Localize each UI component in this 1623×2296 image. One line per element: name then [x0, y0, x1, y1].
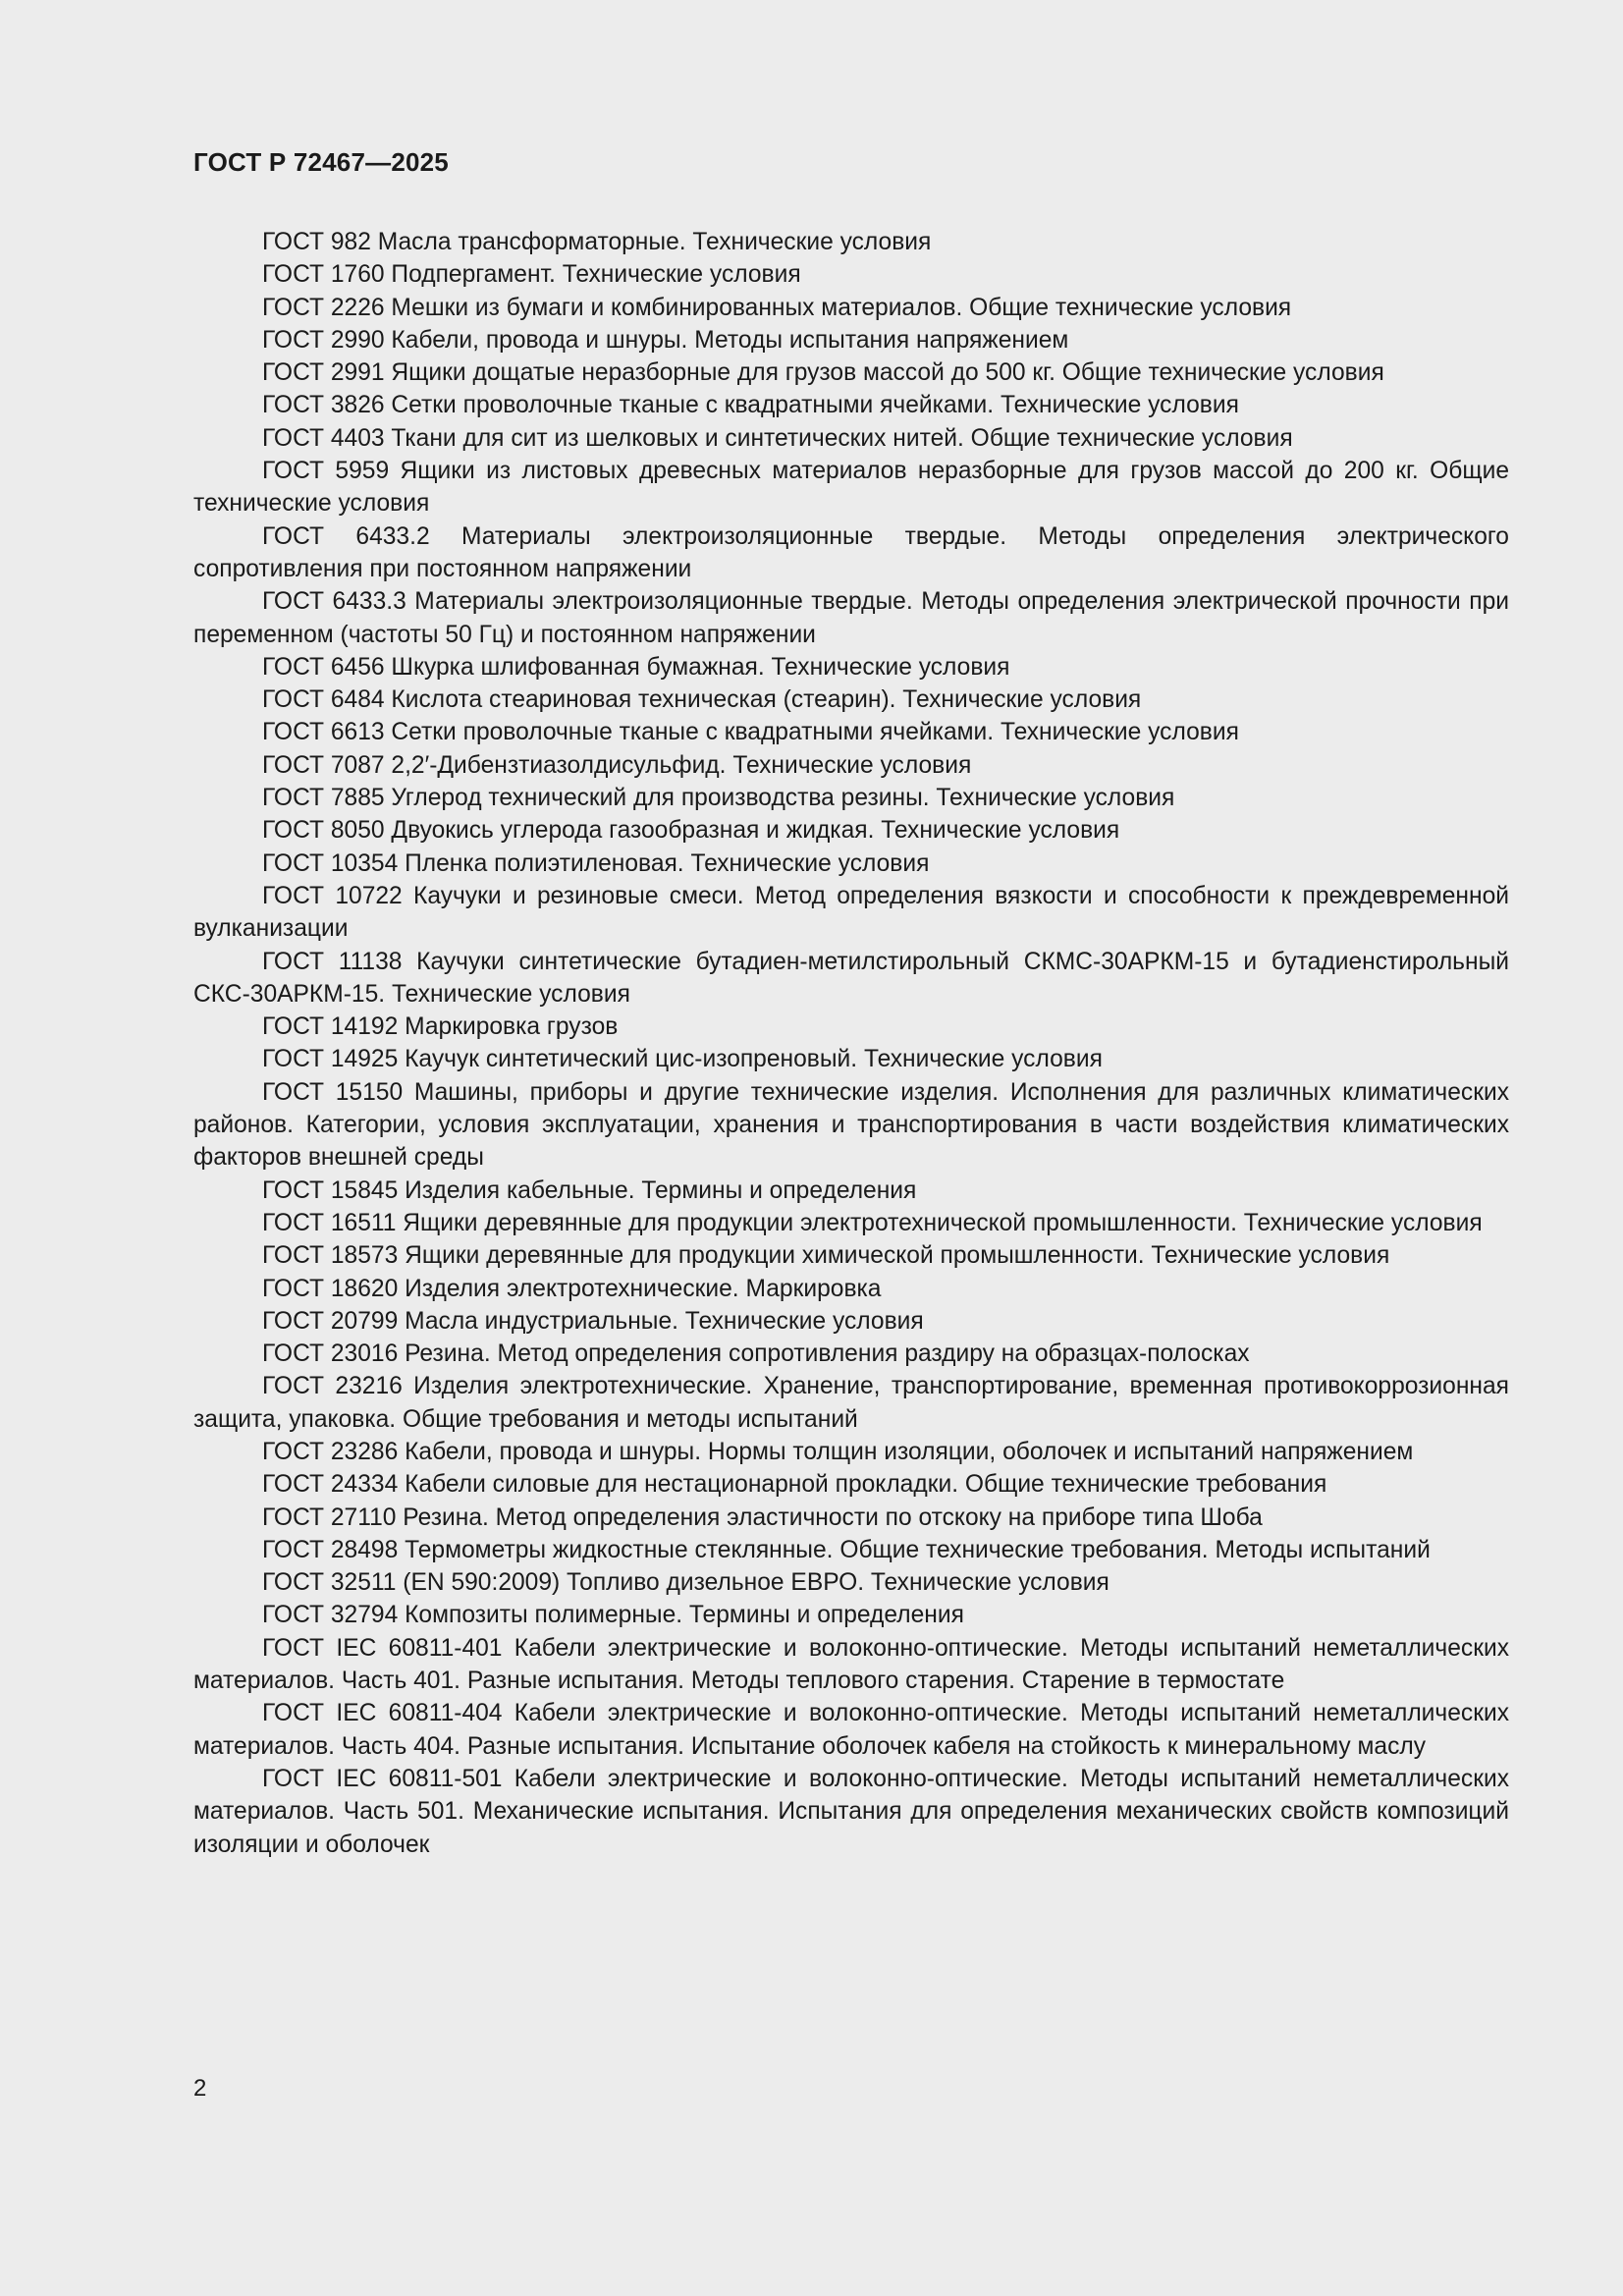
reference-entry: ГОСТ 10722 Каучуки и резиновые смеси. Метод определения вязкости и способности к преждевременной вулканизации — [193, 882, 1509, 943]
reference-entry: ГОСТ 15845 Изделия кабельные. Термины и определения — [262, 1176, 917, 1204]
reference-entry: ГОСТ 15150 Машины, приборы и другие технические изделия. Исполнения для различных климатических районов. Категории, условия эксплуатации, хранения и транспортирования в части воздействия климатических факторов внешней среды — [193, 1078, 1509, 1172]
reference-entry: ГОСТ 28498 Термометры жидкостные стеклянные. Общие технические требования. Методы испытаний — [262, 1536, 1431, 1563]
reference-entry: ГОСТ 23016 Резина. Метод определения сопротивления раздиру на образцах-полосках — [262, 1340, 1250, 1368]
reference-entry: ГОСТ 20799 Масла индустриальные. Технические условия — [262, 1307, 924, 1335]
reference-entry: ГОСТ 23286 Кабели, провода и шнуры. Нормы толщин изоляции, оболочек и испытаний напряжением — [262, 1438, 1414, 1465]
reference-entry: ГОСТ 2991 Ящики дощатые неразборные для грузов массой до 500 кг. Общие технические условия — [262, 359, 1384, 387]
reference-entry: ГОСТ 27110 Резина. Метод определения эластичности по отскоку на приборе типа Шоба — [262, 1503, 1263, 1531]
reference-entry: ГОСТ 982 Масла трансформаторные. Технические условия — [262, 229, 932, 255]
reference-entry: ГОСТ 6484 Кислота стеариновая техническая (стеарин). Технические условия — [262, 686, 1142, 714]
normative-references-list — [193, 226, 1509, 1861]
reference-entry: ГОСТ 4403 Ткани для сит из шелковых и синтетических нитей. Общие технические условия — [262, 424, 1293, 452]
reference-entry: ГОСТ 18620 Изделия электротехнические. Маркировка — [262, 1275, 882, 1302]
reference-entry: ГОСТ IEC 60811-501 Кабели электрические и волоконно-оптические. Методы испытаний неметаллических материалов. Часть 501. Механические испытания. Испытания для определения механических свойств композиций изоляции и оболочек — [193, 1765, 1509, 1858]
reference-entry: ГОСТ 2226 Мешки из бумаги и комбинированных материалов. Общие технические условия — [262, 294, 1292, 321]
reference-entry: ГОСТ 14925 Каучук синтетический цис-изопреновый. Технические условия — [262, 1046, 1103, 1073]
reference-entry: ГОСТ 7087 2,2′-Дибензтиазолдисульфид. Технические условия — [262, 751, 972, 779]
page-number: 2 — [193, 2075, 207, 2102]
reference-entry: ГОСТ 6433.2 Материалы электроизоляционные твердые. Методы определения электрического сопротивления при постоянном напряжении — [193, 522, 1509, 582]
reference-entry: ГОСТ 8050 Двуокись углерода газообразная и жидкая. Технические условия — [262, 817, 1120, 845]
reference-entry: ГОСТ 6433.3 Материалы электроизоляционные твердые. Методы определения электрической прочности при переменном (частоты 50 Гц) и постоянном напряжении — [193, 588, 1509, 648]
reference-entry: ГОСТ 6613 Сетки проволочные тканые с квадратными ячейками. Технические условия — [262, 719, 1239, 746]
reference-entry: ГОСТ 7885 Углерод технический для производства резины. Технические условия — [262, 785, 1175, 812]
reference-entry: ГОСТ 32794 Композиты полимерные. Термины и определения — [262, 1602, 964, 1629]
reference-entry: ГОСТ 5959 Ящики из листовых древесных материалов неразборные для грузов массой до 200 кг. Общие технические условия — [193, 458, 1509, 518]
reference-entry: ГОСТ 14192 Маркировка грузов — [262, 1013, 619, 1041]
reference-entry: ГОСТ 3826 Сетки проволочные тканые с квадратными ячейками. Технические условия — [262, 392, 1239, 419]
document-code-header: ГОСТ Р 72467—2025 — [193, 147, 449, 177]
reference-entry: ГОСТ 24334 Кабели силовые для нестационарной прокладки. Общие технические требования — [262, 1471, 1327, 1499]
reference-entry: ГОСТ IEC 60811-401 Кабели электрические и волоконно-оптические. Методы испытаний неметаллических материалов. Часть 401. Разные испытания. Методы теплового старения. Старение в термостате — [193, 1634, 1509, 1695]
reference-entry: ГОСТ 16511 Ящики деревянные для продукции электротехнической промышленности. Технические условия — [262, 1209, 1483, 1236]
reference-entry: ГОСТ 32511 (EN 590:2009) Топливо дизельное ЕВРО. Технические условия — [262, 1569, 1109, 1597]
reference-entry: ГОСТ 2990 Кабели, провода и шнуры. Методы испытания напряжением — [262, 326, 1069, 354]
reference-entry: ГОСТ 6456 Шкурка шлифованная бумажная. Технические условия — [262, 653, 1010, 681]
reference-entry: ГОСТ IEC 60811-404 Кабели электрические и волоконно-оптические. Методы испытаний неметаллических материалов. Часть 404. Разные испытания. Испытание оболочек кабеля на стойкость к минеральному маслу — [193, 1700, 1509, 1760]
reference-entry: ГОСТ 10354 Пленка полиэтиленовая. Технические условия — [262, 849, 930, 877]
reference-entry: ГОСТ 23216 Изделия электротехнические. Хранение, транспортирование, временная противокоррозионная защита, упаковка. Общие требования и методы испытаний — [193, 1373, 1509, 1433]
reference-entry: ГОСТ 18573 Ящики деревянные для продукции химической промышленности. Технические условия — [262, 1242, 1390, 1270]
reference-entry: ГОСТ 1760 Подпергамент. Технические условия — [262, 261, 801, 289]
reference-entry: ГОСТ 11138 Каучуки синтетические бутадиен-метилстирольный СКМС-30АРКМ-15 и бутадиенстирольный СКС-30АРКМ-15. Технические условия — [193, 948, 1509, 1008]
